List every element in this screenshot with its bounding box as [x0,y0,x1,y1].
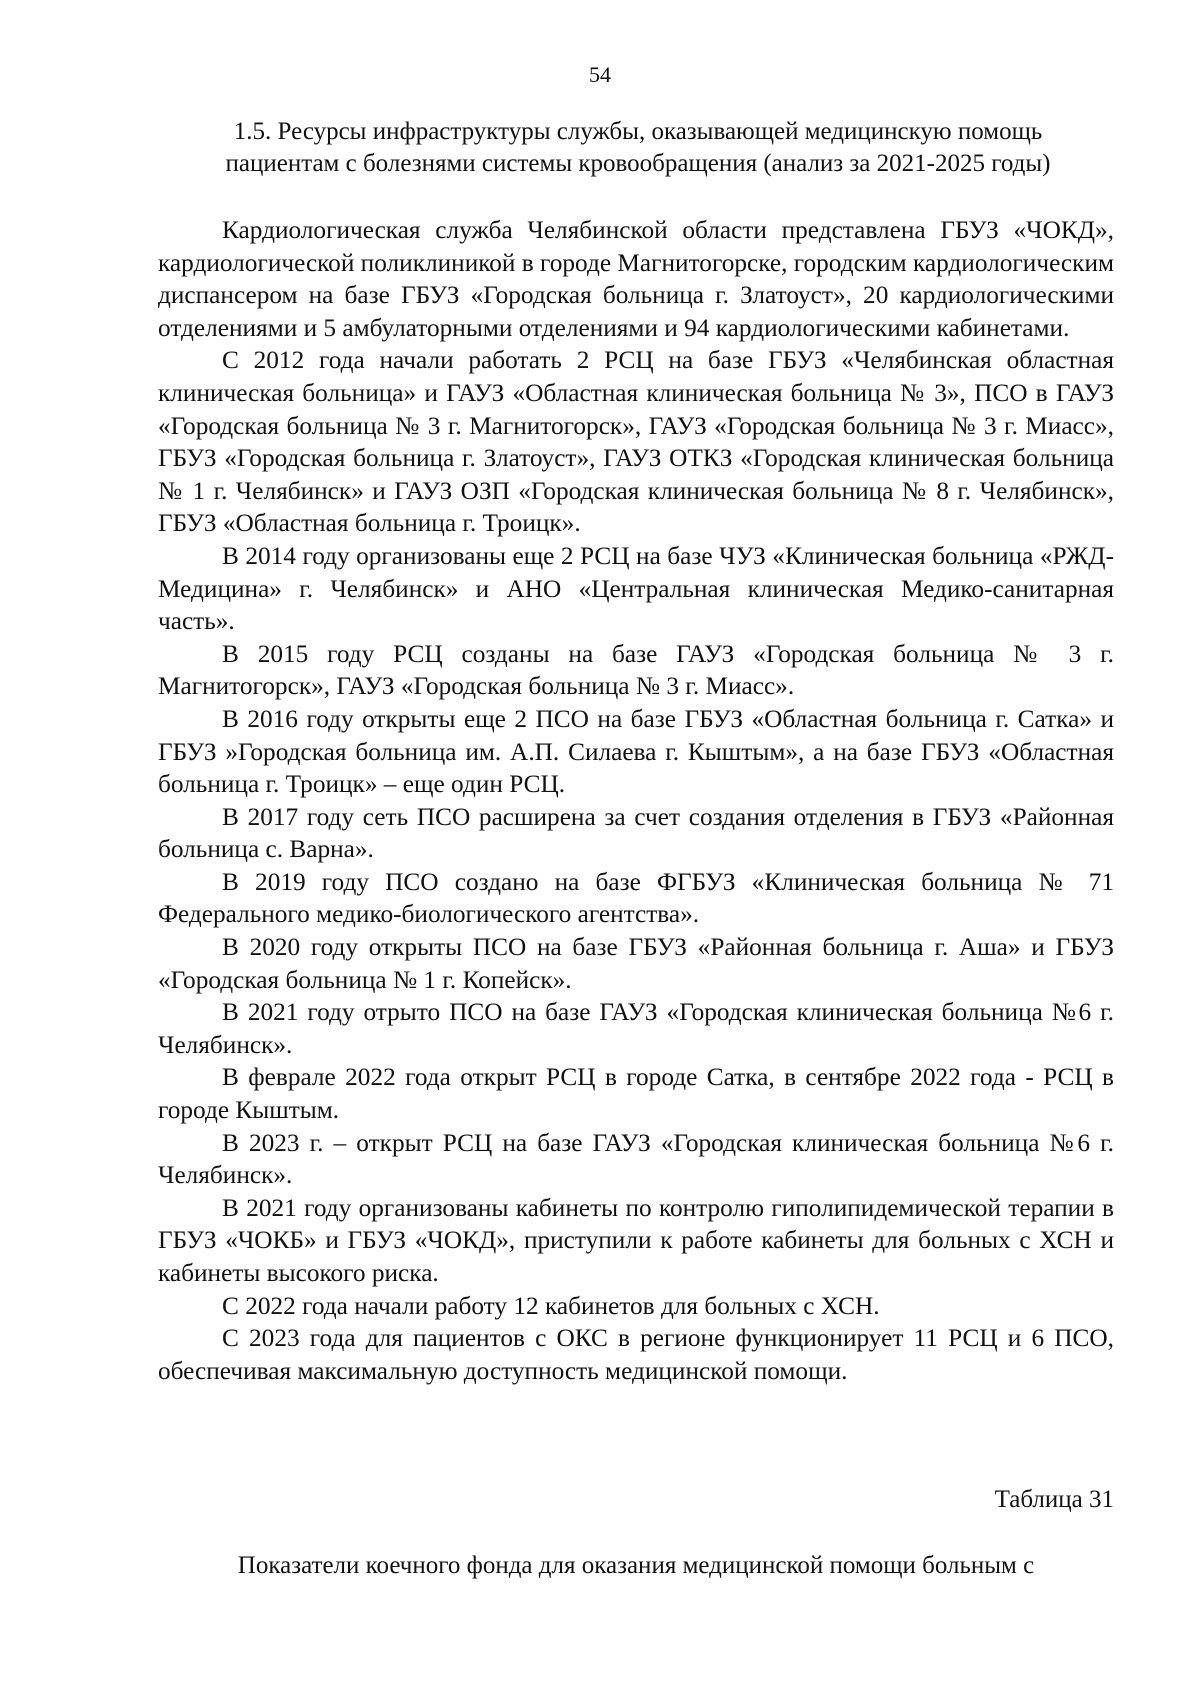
section-heading-line-1: 1.5. Ресурсы инфраструктуры службы, оказывающей медицинскую помощь [233,118,1043,145]
paragraph: В 2015 году РСЦ созданы на базе ГАУЗ «Городская больница № 3 г. Магнитогорск», ГАУЗ «Городская больница № 3 г. Миасс». [158,639,1114,701]
page-number: 54 [589,62,611,87]
paragraph: С 2012 года начали работать 2 РСЦ на базе ГБУЗ «Челябинская областная клиническая больница» и ГАУЗ «Областная клиническая больница № 3», ПСО в ГАУЗ «Городская больница № 3 г. Магнитогорск», ГАУЗ «Городская больница № 3 г. Миасс», ГБУЗ «Городская больница г. Златоуст», ГАУЗ ОТКЗ «Городская клиническая больница № 1 г. Челябинск» и ГАУЗ ОЗП «Городская клиническая больница № 8 г. Челябинск», ГБУЗ «Областная больница г. Троицк». [158,346,1114,538]
paragraph: В 2017 году сеть ПСО расширена за счет создания отделения в ГБУЗ «Районная больница с. Варна». [158,802,1114,864]
table-title: Показатели коечного фонда для оказания медицинской помощи больным с [237,1552,1035,1579]
paragraph: В 2016 году открыты еще 2 ПСО на базе ГБУЗ «Областная больница г. Сатка» и ГБУЗ »Городская больница им. А.П. Силаева г. Кыштым», а на базе ГБУЗ «Областная больница г. Троицк» – еще один РСЦ. [158,704,1114,799]
table-caption: Таблица 31 [994,1486,1114,1513]
section-heading-line-2: пациентам с болезнями системы кровообращения (анализ за 2021-2025 годы) [225,150,1051,177]
paragraph: В 2021 году организованы кабинеты по контролю гиполипидемической терапии в ГБУЗ «ЧОКБ» и ГБУЗ «ЧОКД», приступили к работе кабинеты для больных с ХСН и кабинеты высокого риска. [158,1193,1114,1287]
paragraph: С 2023 года для пациентов с ОКС в регионе функционирует 11 РСЦ и 6 ПСО, обеспечивая максимальную доступность медицинской помощи. [158,1324,1114,1385]
body-text [158,214,1114,1387]
paragraph: В 2014 году организованы еще 2 РСЦ на базе ЧУЗ «Клиническая больница «РЖД-Медицина» г. Челябинск» и АНО «Центральная клиническая Медико-санитарная часть». [158,541,1114,636]
paragraph: С 2022 года начали работу 12 кабинетов для больных с ХСН. [222,1291,880,1320]
paragraph: Кардиологическая служба Челябинской области представлена ГБУЗ «ЧОКД», кардиологической поликлиникой в городе Магнитогорске, городским кардиологическим диспансером на базе ГБУЗ «Городская больница г. Златоуст», 20 кардиологическими отделениями и 5 амбулаторными отделениями и 94 кардиологическими кабинетами. [158,216,1114,342]
paragraph: В 2021 году отрыто ПСО на базе ГАУЗ «Городская клиническая больница №6 г. Челябинск». [158,998,1114,1059]
paragraph: В 2023 г. – открыт РСЦ на базе ГАУЗ «Городская клиническая больница №6 г. Челябинск». [158,1128,1114,1190]
paragraph: В 2019 году ПСО создано на базе ФГБУЗ «Клиническая больница № 71 Федерального медико-биологического агентства». [158,867,1114,929]
paragraph: В феврале 2022 года открыт РСЦ в городе Сатка, в сентябре 2022 года - РСЦ в городе Кыштым. [158,1063,1114,1125]
section-heading [158,116,1118,180]
paragraph: В 2020 году открыты ПСО на базе ГБУЗ «Районная больница г. Аша» и ГБУЗ «Городская больница № 1 г. Копейск». [158,933,1114,994]
